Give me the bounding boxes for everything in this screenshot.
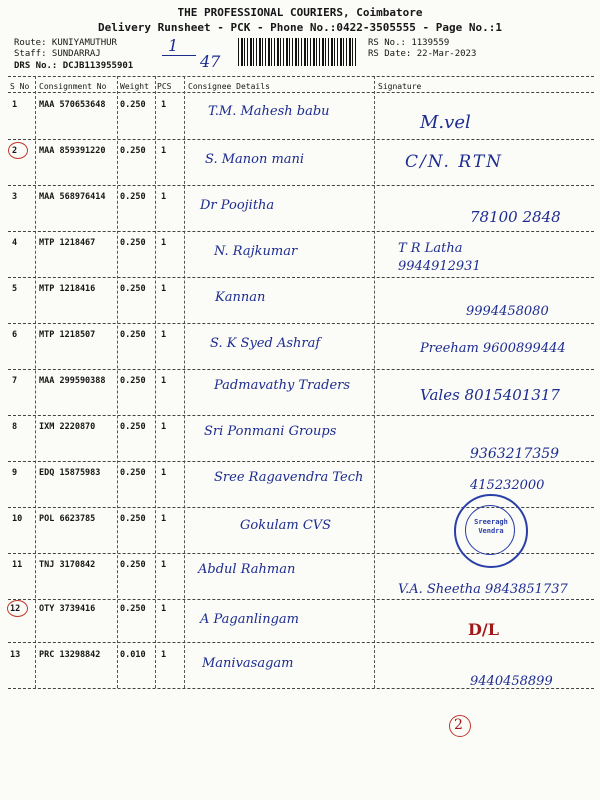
row-pcs: 1 — [161, 238, 167, 248]
row-signature: Preeham 9600899444 — [420, 341, 566, 356]
row-consignment-no: MTP 1218467 — [39, 238, 96, 248]
row-weight: 0.250 — [120, 604, 146, 614]
row-signature: M.vel — [420, 112, 471, 133]
row-consignment-no: OTY 3739416 — [39, 604, 96, 614]
row-signature: 9363217359 — [470, 446, 560, 462]
row-divider — [8, 642, 594, 643]
row-consignment-no: EDQ 15875983 — [39, 468, 101, 478]
row-consignee-name: T.M. Mahesh babu — [208, 104, 330, 119]
row-pcs: 1 — [161, 650, 167, 660]
row-consignee-name: N. Rajkumar — [214, 244, 298, 259]
table-top-rule — [8, 76, 594, 77]
row-consignee-name: A Paganlingam — [200, 612, 299, 627]
column-divider — [117, 76, 118, 688]
row-signature: D/L — [468, 620, 499, 639]
row-consignment-no: TNJ 3170842 — [39, 560, 96, 570]
rs-date: RS Date: 22-Mar-2023 — [368, 49, 477, 59]
row-sno: 8 — [12, 422, 18, 432]
row-sno: 6 — [12, 330, 18, 340]
column-header-consignee: Consignee Details — [188, 82, 270, 91]
row-pcs: 1 — [161, 284, 167, 294]
row-consignment-no: POL 6623785 — [39, 514, 96, 524]
column-divider — [374, 76, 375, 688]
row-consignee-name: Sri Ponmani Groups — [204, 424, 337, 439]
row-consignee-name: Sree Ragavendra Tech — [214, 470, 364, 485]
row-sno: 3 — [12, 192, 18, 202]
column-header-sno: S No — [10, 82, 30, 91]
company-stamp — [454, 494, 528, 568]
row-weight: 0.250 — [120, 422, 146, 432]
route-field: Route: KUNIYAMUTHUR — [14, 38, 117, 48]
row-signature: C/N. RTN — [405, 152, 504, 172]
row-signature: 9440458899 — [470, 674, 553, 689]
stamp-text: Sreeragh Vendra — [474, 518, 508, 535]
row-pcs: 1 — [161, 376, 167, 386]
row-pcs: 1 — [161, 604, 167, 614]
row-consignment-no: PRC 13298842 — [39, 650, 101, 660]
row-weight: 0.250 — [120, 100, 146, 110]
table-header-rule — [8, 92, 594, 93]
row-consignee-name: Manivasagam — [202, 656, 294, 671]
row-divider — [8, 461, 594, 462]
row-consignee-name: Gokulam CVS — [240, 518, 332, 533]
row-weight: 0.250 — [120, 514, 146, 524]
row-sno: 12 — [10, 604, 21, 614]
column-divider — [184, 76, 185, 688]
row-divider — [8, 323, 594, 324]
row-consignee-name: S. Manon mani — [205, 152, 305, 167]
row-consignment-no: MAA 570653648 — [39, 100, 106, 110]
row-consignment-no: MAA 299590388 — [39, 376, 106, 386]
row-divider — [8, 369, 594, 370]
row-pcs: 1 — [161, 422, 167, 432]
fraction-line — [162, 55, 196, 56]
row-sno: 5 — [12, 284, 18, 294]
row-signature: Vales 8015401317 — [420, 386, 560, 404]
row-sno: 1 — [12, 100, 18, 110]
staff-field: Staff: SUNDARRAJ — [14, 49, 101, 59]
row-weight: 0.250 — [120, 284, 146, 294]
row-weight: 0.250 — [120, 146, 146, 156]
row-sno: 4 — [12, 238, 18, 248]
row-pcs: 1 — [161, 146, 167, 156]
row-consignment-no: IXM 2220870 — [39, 422, 96, 432]
row-divider — [8, 139, 594, 140]
row-divider — [8, 277, 594, 278]
row-signature: V.A. Sheetha 9843851737 — [398, 582, 568, 597]
row-pcs: 1 — [161, 514, 167, 524]
row-signature: 78100 2848 — [470, 208, 561, 226]
row-pcs: 1 — [161, 330, 167, 340]
row-divider — [8, 599, 594, 600]
row-signature: 9994458080 — [466, 304, 549, 319]
row-consignment-no: MTP 1218416 — [39, 284, 96, 294]
row-sno: 9 — [12, 468, 18, 478]
handwritten-count-bottom: 47 — [200, 52, 221, 71]
row-consignee-name: Padmavathy Traders — [214, 378, 351, 393]
row-sno: 7 — [12, 376, 18, 386]
row-sno: 2 — [12, 146, 18, 156]
drs-field: DRS No.: DCJB113955901 — [14, 61, 134, 71]
column-divider — [155, 76, 156, 688]
row-consignee-name: Abdul Rahman — [198, 562, 296, 577]
row-pcs: 1 — [161, 560, 167, 570]
row-weight: 0.010 — [120, 650, 146, 660]
row-weight: 0.250 — [120, 192, 146, 202]
row-consignment-no: MAA 568976414 — [39, 192, 106, 202]
row-weight: 0.250 — [120, 376, 146, 386]
row-divider — [8, 231, 594, 232]
runsheet-title: THE PROFESSIONAL COURIERS, Coimbatore — [177, 6, 423, 19]
column-divider — [35, 76, 36, 688]
row-divider — [8, 185, 594, 186]
row-weight: 0.250 — [120, 468, 146, 478]
table-bottom-rule — [8, 688, 594, 689]
column-header-signature: Signature — [378, 82, 422, 91]
page-mark: 2 — [454, 717, 463, 733]
row-weight: 0.250 — [120, 238, 146, 248]
rs-number: RS No.: 1139559 — [368, 38, 450, 48]
row-divider — [8, 415, 594, 416]
column-header-consignment: Consignment No — [39, 82, 107, 91]
row-consignment-no: MTP 1218507 — [39, 330, 96, 340]
row-pcs: 1 — [161, 468, 167, 478]
row-signature: T R Latha 9944912931 — [398, 241, 481, 274]
row-pcs: 1 — [161, 192, 167, 202]
barcode — [238, 38, 358, 66]
row-consignee-name: Kannan — [215, 290, 266, 305]
row-circle-marker — [8, 142, 28, 159]
row-sno: 10 — [12, 514, 23, 524]
runsheet-subtitle: Delivery Runsheet - PCK - Phone No.:0422-3505555 - Page No.:1 — [98, 21, 502, 34]
column-header-pcs: PCS — [157, 82, 172, 91]
handwritten-count-top: 1 — [168, 36, 179, 55]
row-consignment-no: MAA 859391220 — [39, 146, 106, 156]
row-weight: 0.250 — [120, 330, 146, 340]
row-signature: 415232000 — [470, 478, 545, 493]
row-consignee-name: Dr Poojitha — [200, 198, 275, 213]
row-sno: 11 — [12, 560, 23, 570]
row-pcs: 1 — [161, 100, 167, 110]
row-weight: 0.250 — [120, 560, 146, 570]
column-header-weight: Weight — [120, 82, 149, 91]
row-sno: 13 — [10, 650, 21, 660]
row-consignee-name: S. K Syed Ashraf — [210, 336, 321, 351]
